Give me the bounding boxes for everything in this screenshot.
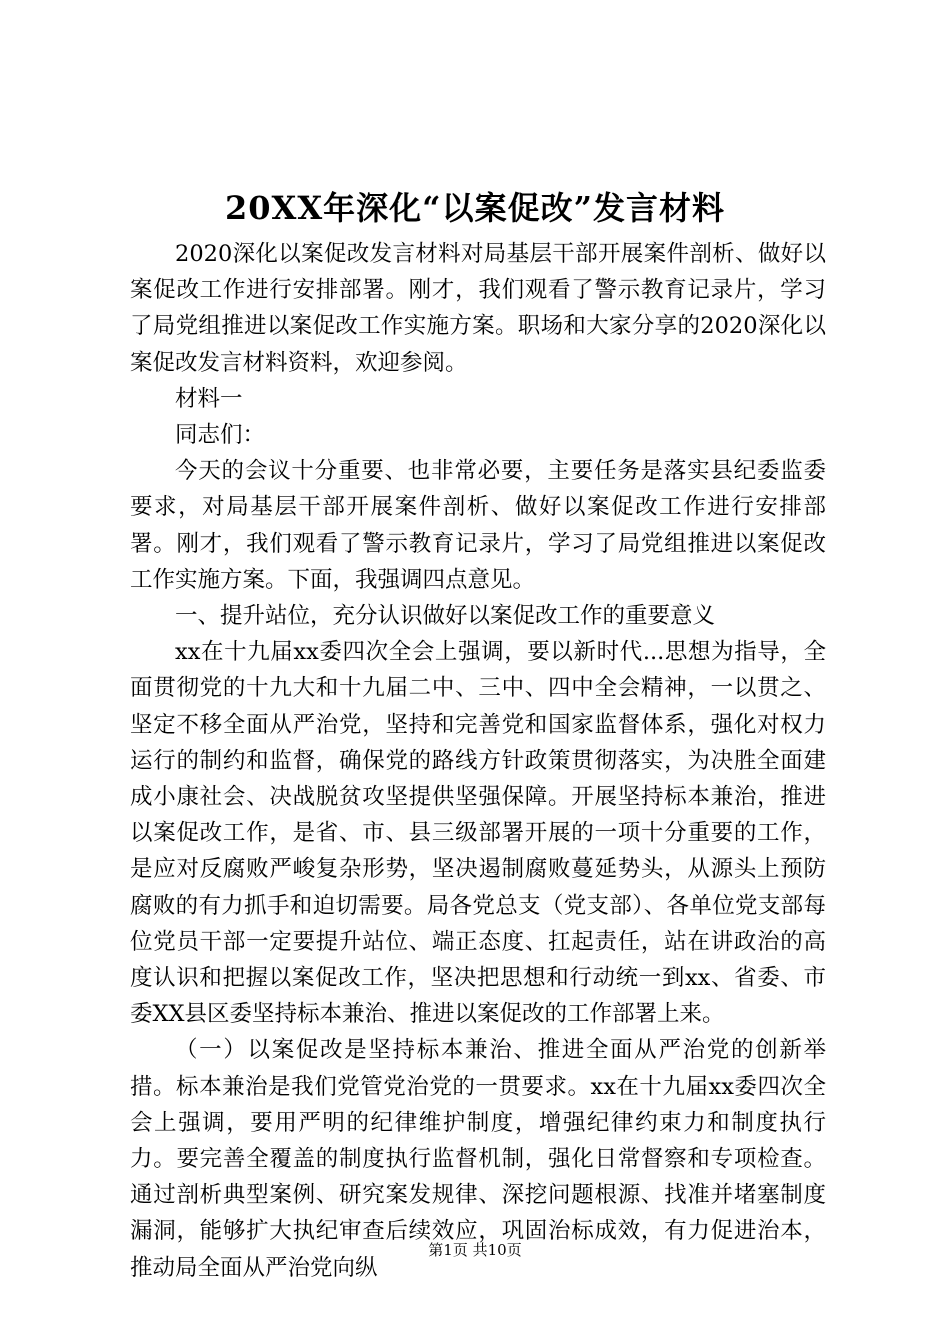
intro-paragraph: 2020深化以案促改发言材料对局基层干部开展案件剖析、做好以案促改工作进行安排部署。刚才，我们观看了警示教育记录片，学习了局党组推进以案促改工作实施方案。职场和大家分享的2020深化以案促改发言材料资料，欢迎参阅。 [130, 241, 826, 376]
body-paragraph: （一）以案促改是坚持标本兼治、推进全面从严治党的创新举措。标本兼治是我们党管党治党的一贯要求。xx在十九届xx委四次全会上强调，要用严明的纪律维护制度，增强纪律约束力和制度执行力。要完善全覆盖的制度执行监督机制，强化日常督察和专项检查。通过剖析典型案例、研究案发规律、深挖问题根源、找准并堵塞制度漏洞，能够扩大执纪审查后续效应，巩固治标成效，有力促进治本，推动局全面从严治党向纵 [130, 1037, 826, 1281]
body-paragraph: 今天的会议十分重要、也非常必要，主要任务是落实县纪委监委要求，对局基层干部开展案件剖析、做好以案促改工作进行安排部署。刚才，我们观看了警示教育记录片，学习了局党组推进以案促改工作实施方案。下面，我强调四点意见。 [130, 458, 826, 593]
body-paragraph: xx在十九届xx委四次全会上强调，要以新时代...思想为指导，全面贯彻党的十九大和十九届二中、三中、四中全会精神，一以贯之、坚定不移全面从严治党，坚持和完善党和国家监督体系，强化对权力运行的制约和监督，确保党的路线方针政策贯彻落实，为决胜全面建成小康社会、决战脱贫攻坚提供坚强保障。开展坚持标本兼治，推进以案促改工作，是省、市、县三级部署开展的一项十分重要的工作，是应对反腐败严峻复杂形势，坚决遏制腐败蔓延势头，从源头上预防腐败的有力抓手和迫切需要。局各党总支（党支部）、各单位党支部每位党员干部一定要提升站位、端正态度、扛起责任，站在讲政治的高度认识和把握以案促改工作，坚决把思想和行动统一到xx、省委、市委XX县区委坚持标本兼治、推进以案促改的工作部署上来。 [130, 639, 826, 1028]
document-title: 20XX年深化“以案促改”发言材料 [224, 189, 725, 227]
material-heading: 材料一 [175, 385, 243, 412]
page-footer: 第1页 共10页 [428, 1241, 522, 1259]
document-body [130, 236, 826, 1286]
section-heading: 一、提升站位，充分认识做好以案促改工作的重要意义 [175, 603, 716, 630]
salutation: 同志们： [175, 422, 266, 449]
